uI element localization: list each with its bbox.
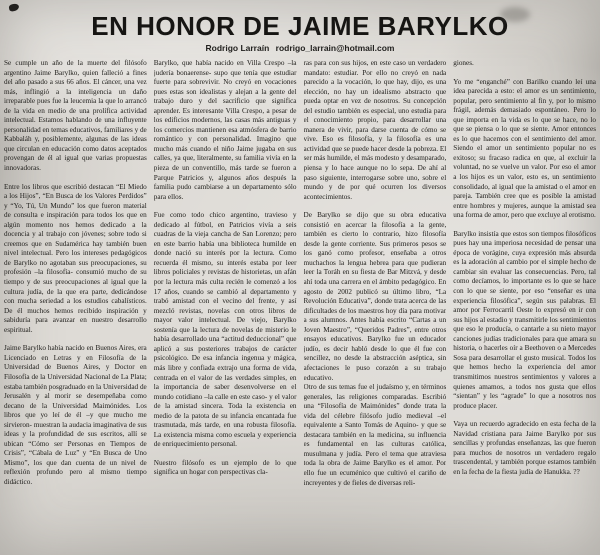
paragraph: ras para con sus hijos, en este caso un verdadero mandato: estudiar. Por ello no creyó en nada parecido a la vocación, lo que hay, dijo, es una elección, no hay un idealismo abstracto que pueda optar en vez de nosotros. Su concepción del estudio también es especial, uno estudia para el conocimiento propio, para desarrollar una manera de vivir, para darse cuenta de cómo se vive. Eso es filosofía, y la filosofía es una actividad que se puede hacer desde la pobreza. El ser más humilde, el más modesto y desamparado, piensa y lo hace aunque no lo sepa. De ahí al paso siguiente, interrogarse sobre uno, sobre el mundo y de por qué ocurren los diversos acontecimientos.	[303, 59, 447, 201]
paragraph: Yo me “enganché” con Barilko cuando leí una idea parecida a esto: el amor es un sentimiento, popular, pero sentimiento al fin y, por lo mismo frágil, además demasiado espontáneo. Pero lo que importa en la vida es lo que se hace, no lo que se piensa o lo que se siente. Amor entonces es lo que hacemos con el sentimiento del amor. Siendo el amor un sentimiento popular no es exitoso; su fracaso radica en que, al excluir la voluntad, no se vuelve un valor. Por eso el amor a los hijos es un valor, esto es, un sentimiento consolidado, al igual que la amistad o el amor en pareja. También cree que es posible la amistad entre hombres y mujeres, aunque la amistad sea una forma de amor, pero que excluye al erotismo.	[453, 77, 596, 220]
author-name: Rodrigo Larraín	[205, 43, 270, 53]
paragraph: Entre los libros que escribió destacan “El Miedo a los Hijos”, “En Busca de los Valores Perdidos” y “Yo, Tú, Un Mundo” los que fueron material de consulta e inspiración para todos los que en algún momento nos hemos dedicado a la docencia y al trabajo con jóvenes; sobre todo si creemos que en Sudamérica hay también buen nivel intelectual. Pero los intereses pedagógicos de Barylko no agotaban sus preocupaciones, su profesión –la filosofía- consumió mucho de su tiempo y de sus preocupaciones al igual que la cultura judía, de la que era parte, dedicándose con mucha seriedad a los estudios cabalísticos. De él muchos hemos recibido inspiración y sabiduría para avanzar en nuestro desarrollo espiritual.	[4, 182, 147, 334]
text-column-4	[453, 59, 596, 553]
paragraph: giones.	[453, 59, 474, 67]
byline	[0, 43, 600, 53]
paragraph: Nuestro filósofo es un ejemplo de lo que significa un hogar con perspectivas cla-	[153, 458, 297, 477]
paragraph: Jaime Barylko había nacido en Buenos Aires, era Licenciado en Letras y en Filosofía de la Universidad de Buenos Aires, y Doctor en Filosofía de la Universidad Nacional de La Plata; estaba también posgraduado en la Universidad de Jerusalén y al morir se desempeñaba como decano de la Universidad Maimónides. Los libros que yo leí de él –y que mucho me sirvieron- muestran la audacia imaginativa de sus ideas y la profundidad de sus escritos, allí se ubican “Cómo ser Personas en Tiempos de Crisis”, “Cábala de Luz” y “En Busca de Uno Mismo”, los que dan cuenta de un nivel de reflexión profundo pero al mismo tiempo didáctico.	[4, 344, 147, 486]
text-columns	[0, 53, 600, 553]
text-column-2	[154, 59, 297, 553]
paragraph: Fue como todo chico argentino, travieso y dedicado al fútbol, en Patricios vivía a seis cuadras de la vieja cancha de San Lorenzo; pero en este barrio había una biblioteca humilde en donde nació su interés por la lectura. Como recuerda él mismo, su interés estaba por leer libros policiales y revistas de historietas, un afán por la lectura más culta recién le comenzó a los 17 años, cuando se cambió al departamento y trabó amistad con el vecino del frente, y así mezcló revistas, novelas con otros libros de mayor valor intelectual. De viejo, Barylko sostenía que la lectura de novelas de misterio le había desarrollado una “actitud deduccional” que aplicó a sus posteriores trabajos de carácter psicológico. De esa infancia ingenua y mágica, más libre y confiada extrajo una forma de vida, centrada en el valor de las verdades simples, en la importancia de saber desenvolverse en el mundo cotidiano –la calle en este caso- y el valor de la amistad sincera. Toda la existencia en medio de la patota de su infancia encantada fue trasmutada, más tarde, en una robusta filosofía. La existencia misma como escuela y experiencia de enriquecimiento personal.	[153, 211, 297, 449]
text-column-1	[4, 59, 147, 553]
paragraph: Se cumple un año de la muerte del filósofo argentino Jaime Barylko, quien falleció a fines del año pasado a sus 66 años. El cáncer, una vez más, inflingió a la inteligencia un daño irreparable pues fue la leucemia la que lo arrancó de la vida en medio de una prolífica actividad intelectual. Estamos hablando de una influyente personalidad en temas educativos, familiares y de Kabbaláh y, posiblemente, algunas de las ideas que circulan en educación como datos aceptados provengan de él al igual que varias propuestas innovadoras.	[4, 59, 147, 173]
article-title: EN HONOR DE JAIME BARYLKO	[91, 11, 509, 41]
paragraph: Vaya un recuerdo agradecido en esta fecha de la Navidad cristiana para Jaime Barylko por sus sencillas y profundas enseñanzas, las que fueron para muchos de nosotros un verdadero regalo trascendental, y también porque estamos también en la fecha de la fiesta judía de Hanukka. ??	[453, 420, 596, 476]
paragraph: Otro de sus temas fue el judaísmo y, en términos generales, las religiones comparadas. Escribió una “Filosofía de Maimónides” donde trata la vida del célebre filósofo judío medieval –el equivalente a Santo Tomás de Aquino- y que se destacara también en la medicina, su influencia es fundamental en las culturas católica, musulmana y judía. Pero el tema que atraviesa toda la obra de Jaime Barylko es el amor. Por ello fue un ecuménico que cultivó el cariño de increyentes y de fieles de diversas reli-	[303, 383, 447, 487]
paragraph: Barylko insistía que estos son tiempos filosóficos pues hay una imperiosa necesidad de pensar una época de vorágine, cuya expresión más absurda es la adoración al cambio por el simple hecho de cambiar sin evaluar las consecuencias. Pero, tal como decíamos, lo importante es lo que se hace con lo que se siente, por eso “enseñar es una experiencia filosófica”, según sus palabras. El amor por Ferrocarril Oeste lo expresó en ir con sus hijos al estadio y transmitirle los sentimientos que eso le producía, o cantarle a su nieto mayor canciones judías tradicionales para que amara su historia, o hacerles oír a Beethoven o a Mercedes Sosa para desarrollar el gusto musical. Todos los que hemos hecho la experiencia del amor transmitimos nuestros sentimientos y valores a quienes amamos, a todos nos gusta que ellos “sientan” y les “agrade” lo que a nosotros nos produce placer.	[453, 229, 596, 410]
text-column-3	[304, 59, 447, 553]
paragraph: De Barylko se dijo que su obra educativa consistió en acercar la filosofía a la gente, también es cierto lo contrario, hizo filosofía desde la gente corriente. Sus primeros pesos se los ganó como profesor, enseñaba a otros muchachos la lengua hebrea para que pudieran leer la Toráh en su fiesta de Bar Mitzvá, y desde ahí toda una carrera en el ámbito pedagógico. En agosto de 2002 publicó su último libro, “La Revolución Educativa”, donde trata acerca de las dificultades de los maestros hoy día para motivar a sus alumnos. Antes había escrito “Cartas a un Joven Maestro”, “Queridos Padres”, entre otros ensayos educativos. Barylko fue un educador judío, es decir habló desde lo que él fue con sencillez, no desde la abstracción aséptica, sin afectaciones le puso corazón a su trabajo educativo.	[303, 211, 447, 382]
author-email: rodrigo_larrain@hotmail.com	[275, 43, 395, 53]
scan-blotch	[500, 7, 530, 22]
paragraph: Barylko, que había nacido en Villa Crespo –la judería bonaerense- supo que tenía que estudiar fuerte para sobrevivir. No creyó en vocaciones pues estas son idealistas y alejan a la gente del trabajo duro y del sacrificio que significa aprender. Es interesante Villa Crespo, a pesar de los edificios modernos, las casas más antiguas y los comercios mantienen esa atmósfera de barrio romántico y con personalidad. Imagino que mucho más cuando el niño Jaime jugaba en sus calles, ya que, literalmente, su familia vivía en la pieza de un conventillo, más tarde se fueron a Parque Patricios y, algunos años después la familia pudo cambiarse a un departamento sólo para ellos.	[153, 59, 297, 201]
